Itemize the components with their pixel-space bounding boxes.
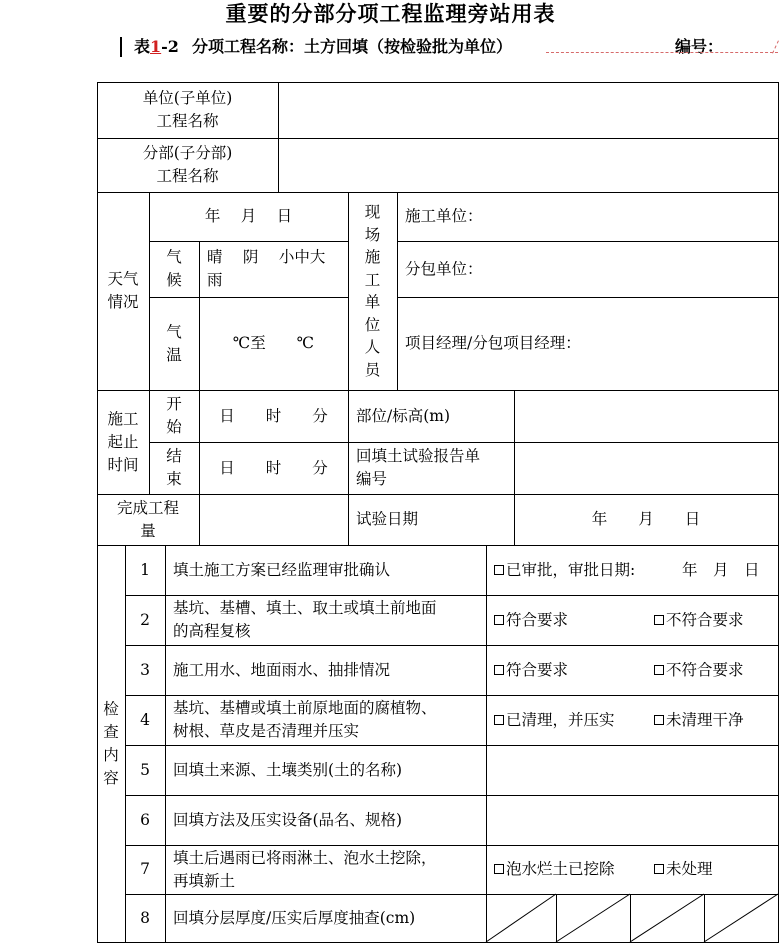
checkbox-icon[interactable] [654,615,664,625]
check-option-label: 已审批，审批日期: [506,560,636,579]
check-option-label: 不符合要求 [666,610,744,629]
check-option-label: 未处理 [666,860,713,878]
check-option-checkbox[interactable] [654,659,744,682]
checkbox-icon[interactable] [654,864,664,874]
check-option-label: 已清理，并压实 [506,710,615,729]
check-option-label: 不符合要求 [666,660,744,679]
check-item-text: 基坑、基槽或填土前原地面的腐植物、 树根、草皮是否清理并压实 [173,699,437,740]
check-option-checkbox[interactable] [494,709,615,732]
check-item-result-field[interactable] [487,796,778,845]
check-option-label: 符合要求 [506,610,569,629]
check-option-label: 泡水烂土已挖除 [506,860,615,878]
location-elevation-label: 部位/标高(m) [356,406,451,425]
completed-quantity-label: 完成工程 量 [116,498,179,540]
end-label: 结 束 [166,447,182,488]
form-code-prefix: 表 [134,37,151,56]
diagonal-line [630,894,704,942]
checkbox-icon[interactable] [494,565,504,575]
check-item-text: 施工用水、地面雨水、抽排情况 [173,660,391,679]
check-item-text: 回填方法及压实设备(品名、规格) [173,810,403,829]
division-project-value[interactable] [279,139,778,192]
check-item-number: 4 [140,710,150,729]
check-item-number: 5 [140,760,150,779]
checkbox-icon[interactable] [494,715,504,725]
check-item-number: 1 [140,560,150,579]
project-name-label: 分项工程名称：土方回填（按检验批为单位） [192,37,513,56]
unit-project-value[interactable] [279,83,778,138]
check-item-number: 6 [140,810,150,829]
climate-label: 气 候 [166,248,182,289]
checkbox-icon[interactable] [654,665,664,675]
check-item-text: 填土后遇雨已将雨淋土、泡水土挖除， 再填新土 [173,848,437,890]
test-date-value[interactable]: 年 月 日 [591,510,701,528]
start-time-field[interactable]: 日 时 分 [219,406,328,425]
checkbox-icon[interactable] [494,665,504,675]
subcontractor-label: 分包单位： [405,259,483,278]
check-option-label: 未清理干净 [666,710,744,729]
check-option-label: 符合要求 [506,660,569,679]
number-label: 编号： [675,37,724,56]
check-option-checkbox[interactable] [494,559,635,582]
date-field[interactable]: 年 月 日 [204,207,293,225]
check-item-text: 基坑、基槽、填土、取土或填土前地面 的高程复核 [173,599,437,640]
checkbox-icon[interactable] [654,715,664,725]
check-item-number: 8 [140,908,150,927]
form-code-suffix: -2 [161,37,179,56]
checkbox-icon[interactable] [494,615,504,625]
check-option-checkbox[interactable] [494,659,568,682]
division-project-label: 分部(子分部) 工程名称 [142,144,233,185]
check-item-number: 2 [140,610,150,629]
test-report-label: 回填土试验报告单 编号 [356,447,481,488]
temperature-label: 气 温 [166,322,182,364]
page-title: 重要的分部分项工程监理旁站用表 [225,1,556,26]
completed-quantity-value[interactable] [200,495,348,545]
check-item-number: 3 [140,660,150,679]
check-option-checkbox[interactable] [654,858,713,881]
check-option-checkbox[interactable] [494,858,615,881]
unit-project-label: 单位(子单位) 工程名称 [142,89,233,130]
diagonal-line [704,894,778,942]
check-option-checkbox[interactable] [654,609,744,632]
check-item-number: 7 [140,860,150,878]
start-label: 开 始 [166,395,182,436]
weather-label: 天气 情况 [107,270,139,311]
climate-options[interactable]: 晴 阴 小中大 雨 [207,248,326,289]
check-option-checkbox[interactable] [494,609,568,632]
form-code-number: 1 [150,37,162,56]
check-item-text: 回填土来源、土壤类别(土的名称) [173,760,403,779]
end-time-field[interactable]: 日 时 分 [219,458,328,477]
check-content-label: 检 查 内 容 [103,699,119,787]
check-option-checkbox[interactable] [654,709,744,732]
check-option-label: 年 月 日 [682,560,760,579]
site-staff-label: 现 场 施 工 单 位 人 员 [364,203,381,379]
approval-date-field[interactable] [682,559,760,582]
project-manager-label: 项目经理/分包项目经理： [405,334,581,352]
contractor-label: 施工单位： [405,207,483,225]
check-item-text: 回填分层厚度/压实后厚度抽查(cm) [173,908,416,927]
temperature-field[interactable]: ℃至 ℃ [232,334,315,352]
test-date-label: 试验日期 [356,510,419,528]
diagonal-line [556,894,630,942]
check-item-result-field[interactable] [487,746,778,795]
checkbox-icon[interactable] [494,864,504,874]
location-elevation-value[interactable] [515,391,778,442]
test-report-value[interactable] [515,443,778,494]
check-item-text: 填土施工方案已经监理审批确认 [173,560,391,579]
construction-period-label: 施工 起止 时间 [107,409,139,474]
diagonal-line [486,894,556,942]
